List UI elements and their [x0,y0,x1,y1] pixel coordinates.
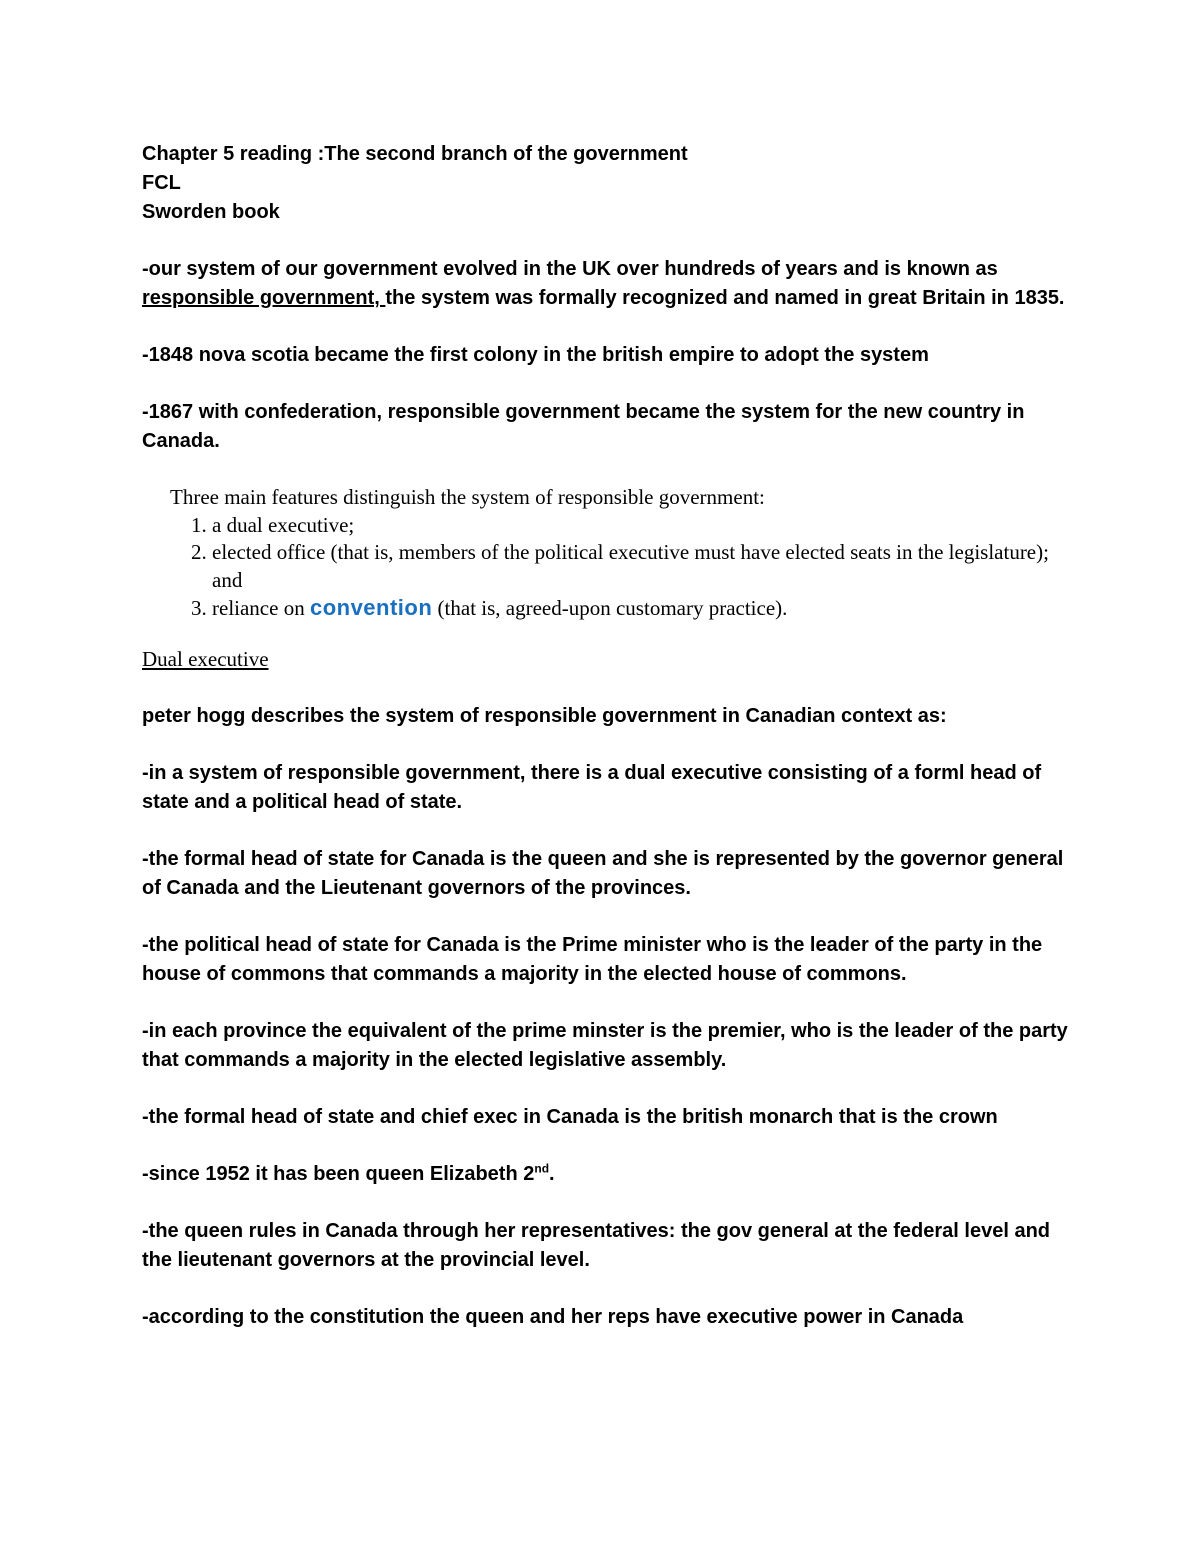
dual-executive-paragraph-9: -according to the constitution the queen and her reps have executive power in Canada [142,1305,964,1328]
feature-item-2: 2. elected office (that is, members of the political executive must have elected seats in the legislature); and [212,539,1072,594]
intro-text-start: -our system of our government evolved in the UK over hundreds of years and is known as [142,258,998,280]
queen-since-end: . [549,1162,555,1185]
dual-executive-paragraph-2: -in a system of responsible government, there is a dual executive consisting of a forml head of state and a political head of state. [142,761,1042,813]
queen-since-text: -since 1952 it has been queen Elizabeth 2 [142,1162,535,1185]
intro-paragraph-2: -1848 nova scotia became the first colony in the british empire to adopt the system [142,344,929,366]
feature-item-3 [212,594,1072,623]
document-page [142,140,1072,1360]
dual-executive-paragraph-4: -the political head of state for Canada is the Prime minister who is the leader of the party in the house of commons that commands a majority in the elected house of commons. [142,933,1043,985]
feature-item-1: 1. a dual executive; [212,512,1072,540]
dual-executive-heading: Dual executive [142,646,269,671]
convention-term: convention [309,595,433,620]
responsible-government-term: responsible government, [142,287,386,309]
intro-paragraph-3: -1867 with confederation, responsible government became the system for the new country in Canada. [142,401,1025,452]
features-block [170,484,1072,623]
dual-executive-paragraph-6: -the formal head of state and chief exec in Canada is the british monarch that is the crown [142,1105,998,1128]
ordinal-suffix: nd [534,1160,550,1175]
intro-text-end: the system was formally recognized and named in great Britain in 1835. [385,287,1065,309]
source-book: Sworden book [142,201,280,223]
feature-3-start: reliance on [212,596,310,620]
dual-executive-paragraph-3: -the formal head of state for Canada is the queen and she is represented by the governor general of Canada and the Lieutenant governors of the provinces. [142,847,1064,899]
dual-executive-paragraph-7 [142,1160,1072,1189]
intro-paragraph-1 [142,255,1072,313]
document-header [142,140,1072,227]
dual-executive-paragraph-1: peter hogg describes the system of responsible government in Canadian context as: [142,704,947,727]
dual-executive-paragraph-5: -in each province the equivalent of the prime minster is the premier, who is the leader of the party that commands a majority in the elected legislative assembly. [142,1019,1068,1071]
document-title: Chapter 5 reading :The second branch of the government [142,143,688,165]
dual-executive-paragraph-8: -the queen rules in Canada through her representatives: the gov general at the federal level and the lieutenant governors at the provincial level. [142,1219,1051,1271]
features-list [170,512,1072,623]
feature-3-end: (that is, agreed-upon customary practice). [432,596,788,620]
course-code: FCL [142,172,181,194]
features-intro: Three main features distinguish the system of responsible government: [170,485,765,509]
